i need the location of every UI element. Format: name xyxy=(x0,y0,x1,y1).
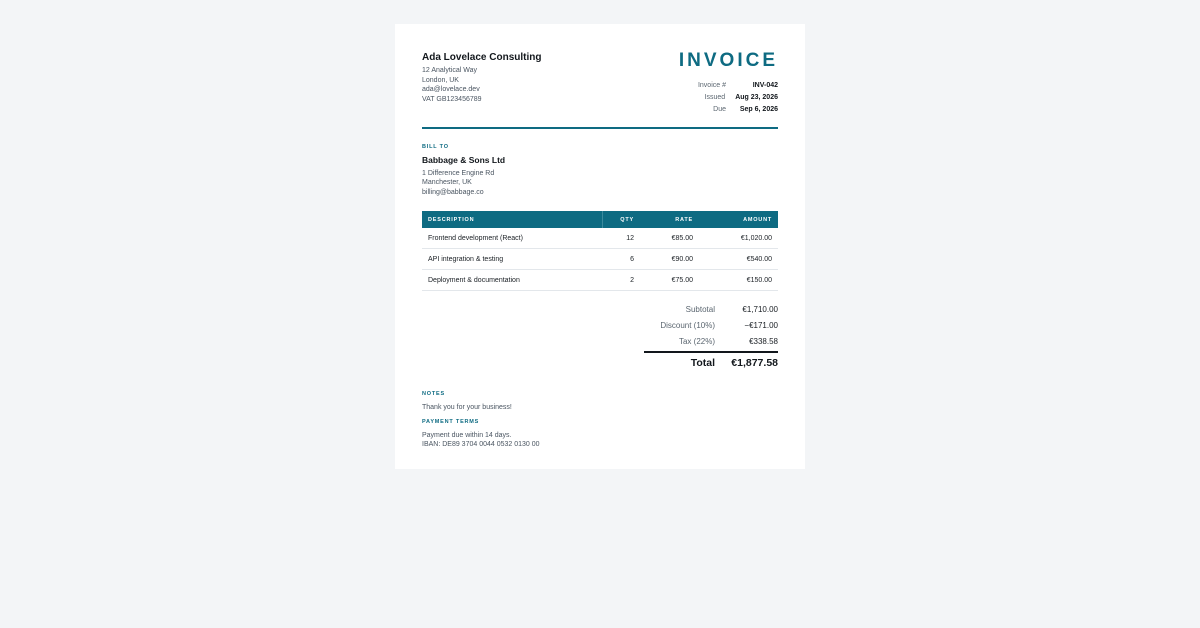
subtotal-value: €1,710.00 xyxy=(742,305,778,314)
subtotal-label: Subtotal xyxy=(685,305,715,314)
notes-block xyxy=(422,391,512,412)
sender-line: VAT GB123456789 xyxy=(422,95,482,103)
sender-line: ada@lovelace.dev xyxy=(422,86,480,94)
sender-name: Ada Lovelace Consulting xyxy=(422,52,542,63)
sender-line: London, UK xyxy=(422,76,459,84)
discount-value: −€171.00 xyxy=(744,321,778,330)
discount-row xyxy=(643,321,778,330)
item-qty: 2 xyxy=(603,270,641,291)
discount-label: Discount (10%) xyxy=(660,321,715,330)
sender-address xyxy=(422,66,482,104)
bill-to-label: BILL TO xyxy=(422,144,449,150)
column-header-rate: RATE xyxy=(640,211,699,228)
total-label: Total xyxy=(690,357,715,369)
totals-divider xyxy=(644,351,778,353)
payment-terms-block xyxy=(422,419,540,450)
tax-value: €338.58 xyxy=(749,337,778,346)
item-amount: €150.00 xyxy=(699,270,778,291)
invoice-header xyxy=(422,24,778,127)
payment-terms-label: PAYMENT TERMS xyxy=(422,419,480,425)
meta-row-due xyxy=(698,103,778,115)
payment-terms-line: Payment due within 14 days. xyxy=(422,432,512,439)
item-rate: €75.00 xyxy=(640,270,699,291)
column-header-amount: AMOUNT xyxy=(699,211,778,228)
notes-text: Thank you for your business! xyxy=(422,404,512,411)
document-title: INVOICE xyxy=(678,50,778,71)
subtotal-row xyxy=(643,305,778,314)
sender-line: 12 Analytical Way xyxy=(422,67,477,74)
client-line: 1 Difference Engine Rd xyxy=(422,170,495,177)
table-header-row xyxy=(422,211,778,228)
due-date: Sep 6, 2026 xyxy=(739,105,778,113)
item-qty: 12 xyxy=(603,228,641,249)
issued-date: Aug 23, 2026 xyxy=(735,94,778,102)
item-rate: €85.00 xyxy=(640,228,699,249)
meta-label: Invoice # xyxy=(697,82,726,90)
tax-row xyxy=(643,337,778,346)
meta-label: Issued xyxy=(704,94,726,102)
meta-label: Due xyxy=(713,105,726,113)
client-name: Babbage & Sons Ltd xyxy=(422,155,506,165)
payment-terms-text xyxy=(422,431,540,450)
table-row xyxy=(422,249,778,270)
line-items-table xyxy=(422,211,778,291)
item-rate: €90.00 xyxy=(640,249,699,270)
item-amount: €540.00 xyxy=(699,249,778,270)
client-line: billing@babbage.co xyxy=(422,188,484,196)
column-header-description: DESCRIPTION xyxy=(422,211,603,228)
totals-section xyxy=(422,291,778,381)
column-header-qty: QTY xyxy=(603,211,641,228)
meta-row-number xyxy=(698,80,778,92)
tax-label: Tax (22%) xyxy=(678,337,715,346)
table-row xyxy=(422,228,778,249)
payment-terms-line: IBAN: DE89 3704 0044 0532 0130 00 xyxy=(422,441,540,449)
table-row xyxy=(422,270,778,291)
item-description: Frontend development (React) xyxy=(422,228,603,249)
invoice-meta xyxy=(698,80,778,115)
total-row xyxy=(643,357,778,369)
item-amount: €1,020.00 xyxy=(699,228,778,249)
item-description: API integration & testing xyxy=(422,249,603,270)
client-address xyxy=(422,169,494,197)
meta-row-issued xyxy=(698,92,778,104)
total-value: €1,877.58 xyxy=(731,357,778,369)
notes-label: NOTES xyxy=(422,391,445,397)
item-qty: 6 xyxy=(603,249,641,270)
client-line: Manchester, UK xyxy=(422,179,472,187)
invoice-sheet xyxy=(395,24,805,469)
invoice-number: INV-042 xyxy=(752,82,778,90)
bill-to-section xyxy=(422,129,778,211)
item-description: Deployment & documentation xyxy=(422,270,603,291)
